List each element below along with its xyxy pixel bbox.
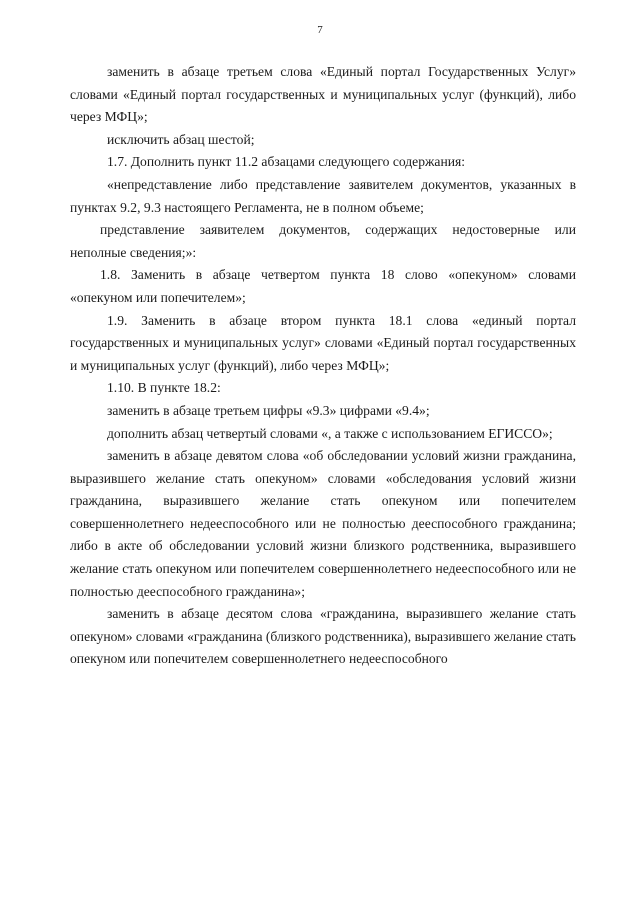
paragraph-5: заменить в абзаце третьем цифры «9.3» цифрами «9.4»; <box>107 402 430 418</box>
paragraph-4: представление заявителем документов, содержащих недостоверные или неполные сведения;»: <box>70 222 576 260</box>
paragraph-3: «непредставление либо представление заявителем документов, указанных в пунктах 9.2, 9.3 настоящего Регламента, не в полном объеме; <box>70 176 576 215</box>
paragraph-8: заменить в абзаце десятом слова «гражданина, выразившего желание стать опекуном» словами «гражданина (близкого родственника), выразившего желание стать опекуном или попечителем совершеннолетнего недееспособного <box>70 606 576 667</box>
document-body <box>70 61 576 671</box>
paragraph-1-10: 1.10. В пункте 18.2: <box>107 380 221 396</box>
paragraph-1-7: 1.7. Дополнить пункт 11.2 абзацами следующего содержания: <box>107 154 466 170</box>
paragraph-6: дополнить абзац четвертый словами «, а также с использованием ЕГИССО»; <box>107 425 553 441</box>
paragraph-1: заменить в абзаце третьем слова «Единый портал Государственных Услуг» словами «Единый портал государственных и муниципальных услуг (функций), либо через МФЦ»; <box>70 64 576 125</box>
paragraph-1-8: 1.8. Заменить в абзаце четвертом пункта 18 слово «опекуном» словами «опекуном или попечителем»; <box>70 267 576 305</box>
page-number: 7 <box>317 24 323 36</box>
paragraph-7: заменить в абзаце девятом слова «об обследовании условий жизни гражданина, выразившего желание стать опекуном» словами «обследования условий жизни гражданина, выразившего желание стать опекуном или попечителем совершеннолетнего недееспособного или не полностью дееспособного гражданина; либо в акте об обследовании условий жизни близкого родственника, выразившего желание стать опекуном или попечителем совершеннолетнего недееспособного или не полностью дееспособного гражданина»; <box>70 448 576 599</box>
paragraph-2: исключить абзац шестой; <box>107 131 255 147</box>
paragraph-1-9: 1.9. Заменить в абзаце втором пункта 18.1 слова «единый портал государственных и муниципальных услуг» словами «Единый портал государственных и муниципальных услуг (функций), либо через МФЦ»; <box>70 312 576 373</box>
